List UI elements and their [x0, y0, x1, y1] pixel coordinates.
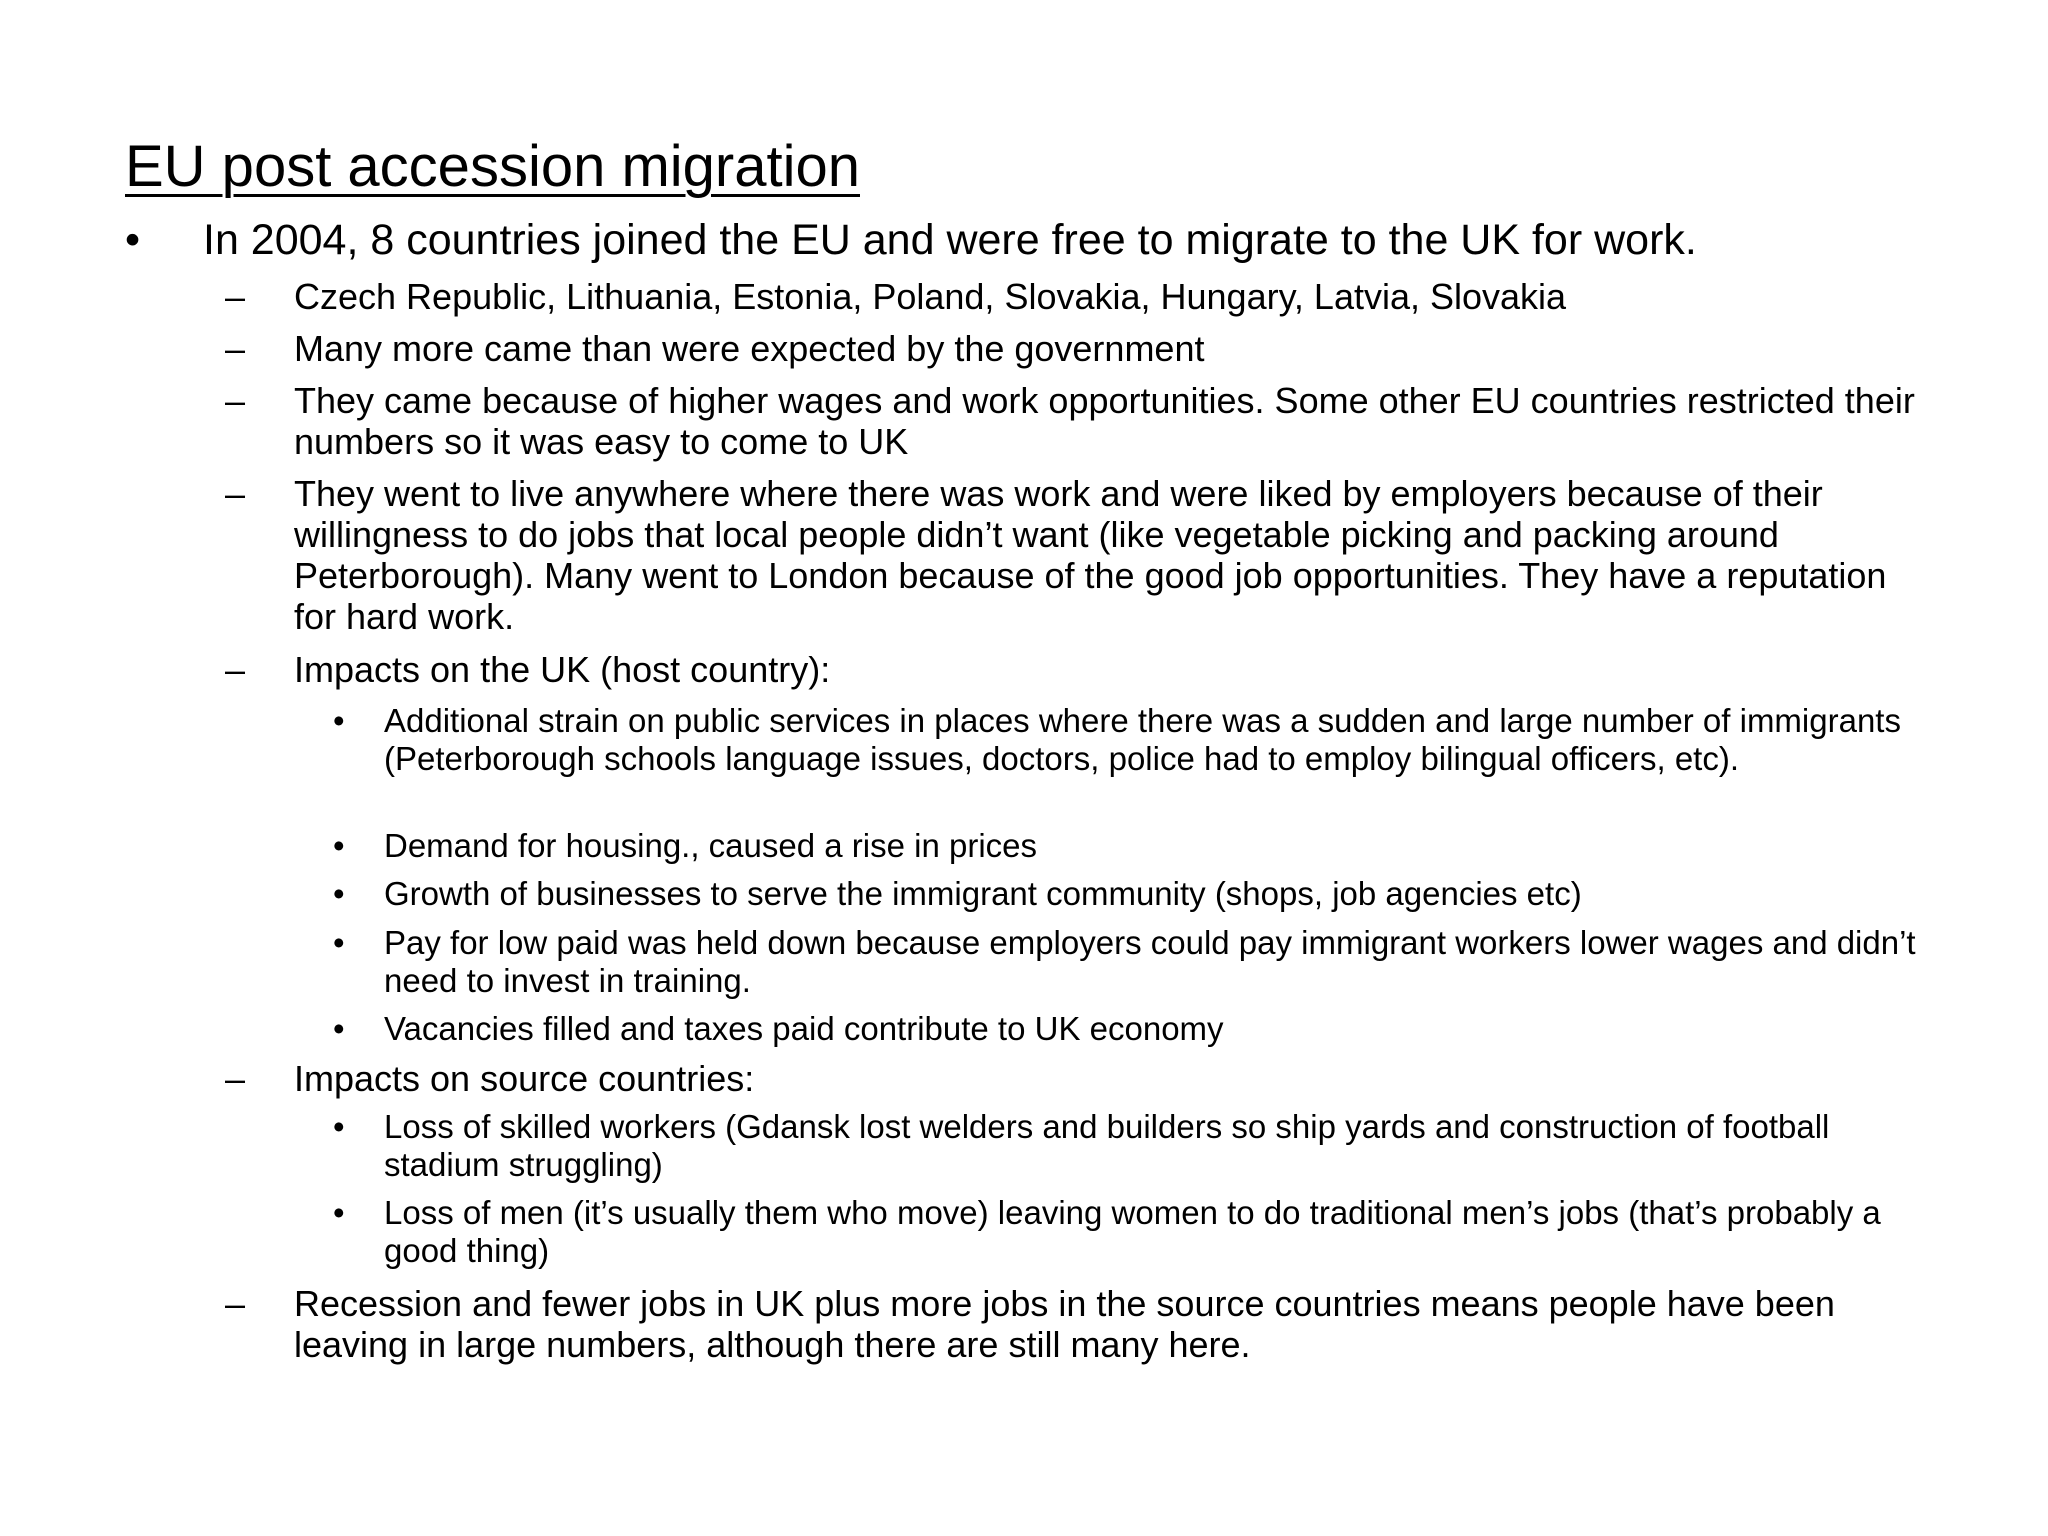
- bullet-marker: •: [333, 1010, 345, 1047]
- host-impact-text: Growth of businesses to serve the immigrant community (shops, job agencies etc): [384, 875, 1582, 912]
- dash-marker: –: [225, 328, 246, 369]
- dash-marker: –: [225, 649, 246, 690]
- dash-marker: –: [225, 473, 246, 514]
- sub-item-text: They went to live anywhere where there was work and were liked by employers because of their willingness to do jobs that local people didn’t want (like vegetable picking and packing around Peterborough). Many went to London because of the good job opportunities. They have a reputation for hard work.: [294, 473, 1887, 637]
- sub-item-text: Impacts on source countries:: [294, 1058, 755, 1099]
- bullet-marker: •: [333, 1194, 345, 1231]
- host-impact-text: Demand for housing., caused a rise in prices: [384, 827, 1038, 864]
- sub-item-text: They came because of higher wages and work opportunities. Some other EU countries restricted their numbers so it was easy to come to UK: [294, 380, 1915, 462]
- bullet-marker: •: [333, 1108, 345, 1145]
- bullet-marker: •: [333, 702, 345, 739]
- host-impact-text: Additional strain on public services in places where there was a sudden and large number of immigrants (Peterborough schools language issues, doctors, police had to employ bilingual officers, etc).: [384, 702, 1901, 777]
- sub-item-text: Many more came than were expected by the government: [294, 328, 1205, 369]
- source-impact-text: Loss of skilled workers (Gdansk lost welders and builders so ship yards and construction of football stadium struggling): [384, 1108, 1830, 1183]
- bullet-marker: •: [333, 827, 345, 864]
- dash-marker: –: [225, 1058, 246, 1099]
- bullet-text: In 2004, 8 countries joined the EU and were free to migrate to the UK for work.: [203, 216, 1697, 264]
- bullet-marker: •: [333, 875, 345, 912]
- slide-title: EU post accession migration: [125, 134, 860, 199]
- dash-marker: –: [225, 380, 246, 421]
- bullet-marker: •: [125, 216, 141, 264]
- sub-item-text: Czech Republic, Lithuania, Estonia, Poland, Slovakia, Hungary, Latvia, Slovakia: [294, 276, 1567, 317]
- source-impact-text: Loss of men (it’s usually them who move) leaving women to do traditional men’s jobs (that’s probably a good thing): [384, 1194, 1881, 1269]
- dash-marker: –: [225, 1283, 246, 1324]
- sub-item-text: Impacts on the UK (host country):: [294, 649, 831, 690]
- dash-marker: –: [225, 276, 246, 317]
- sub-item-text: Recession and fewer jobs in UK plus more jobs in the source countries means people have been leaving in large numbers, although there are still many here.: [294, 1283, 1835, 1365]
- host-impact-text: Pay for low paid was held down because employers could pay immigrant workers lower wages and didn’t need to invest in training.: [384, 924, 1916, 999]
- bullet-marker: •: [333, 924, 345, 961]
- host-impact-text: Vacancies filled and taxes paid contribute to UK economy: [384, 1010, 1224, 1047]
